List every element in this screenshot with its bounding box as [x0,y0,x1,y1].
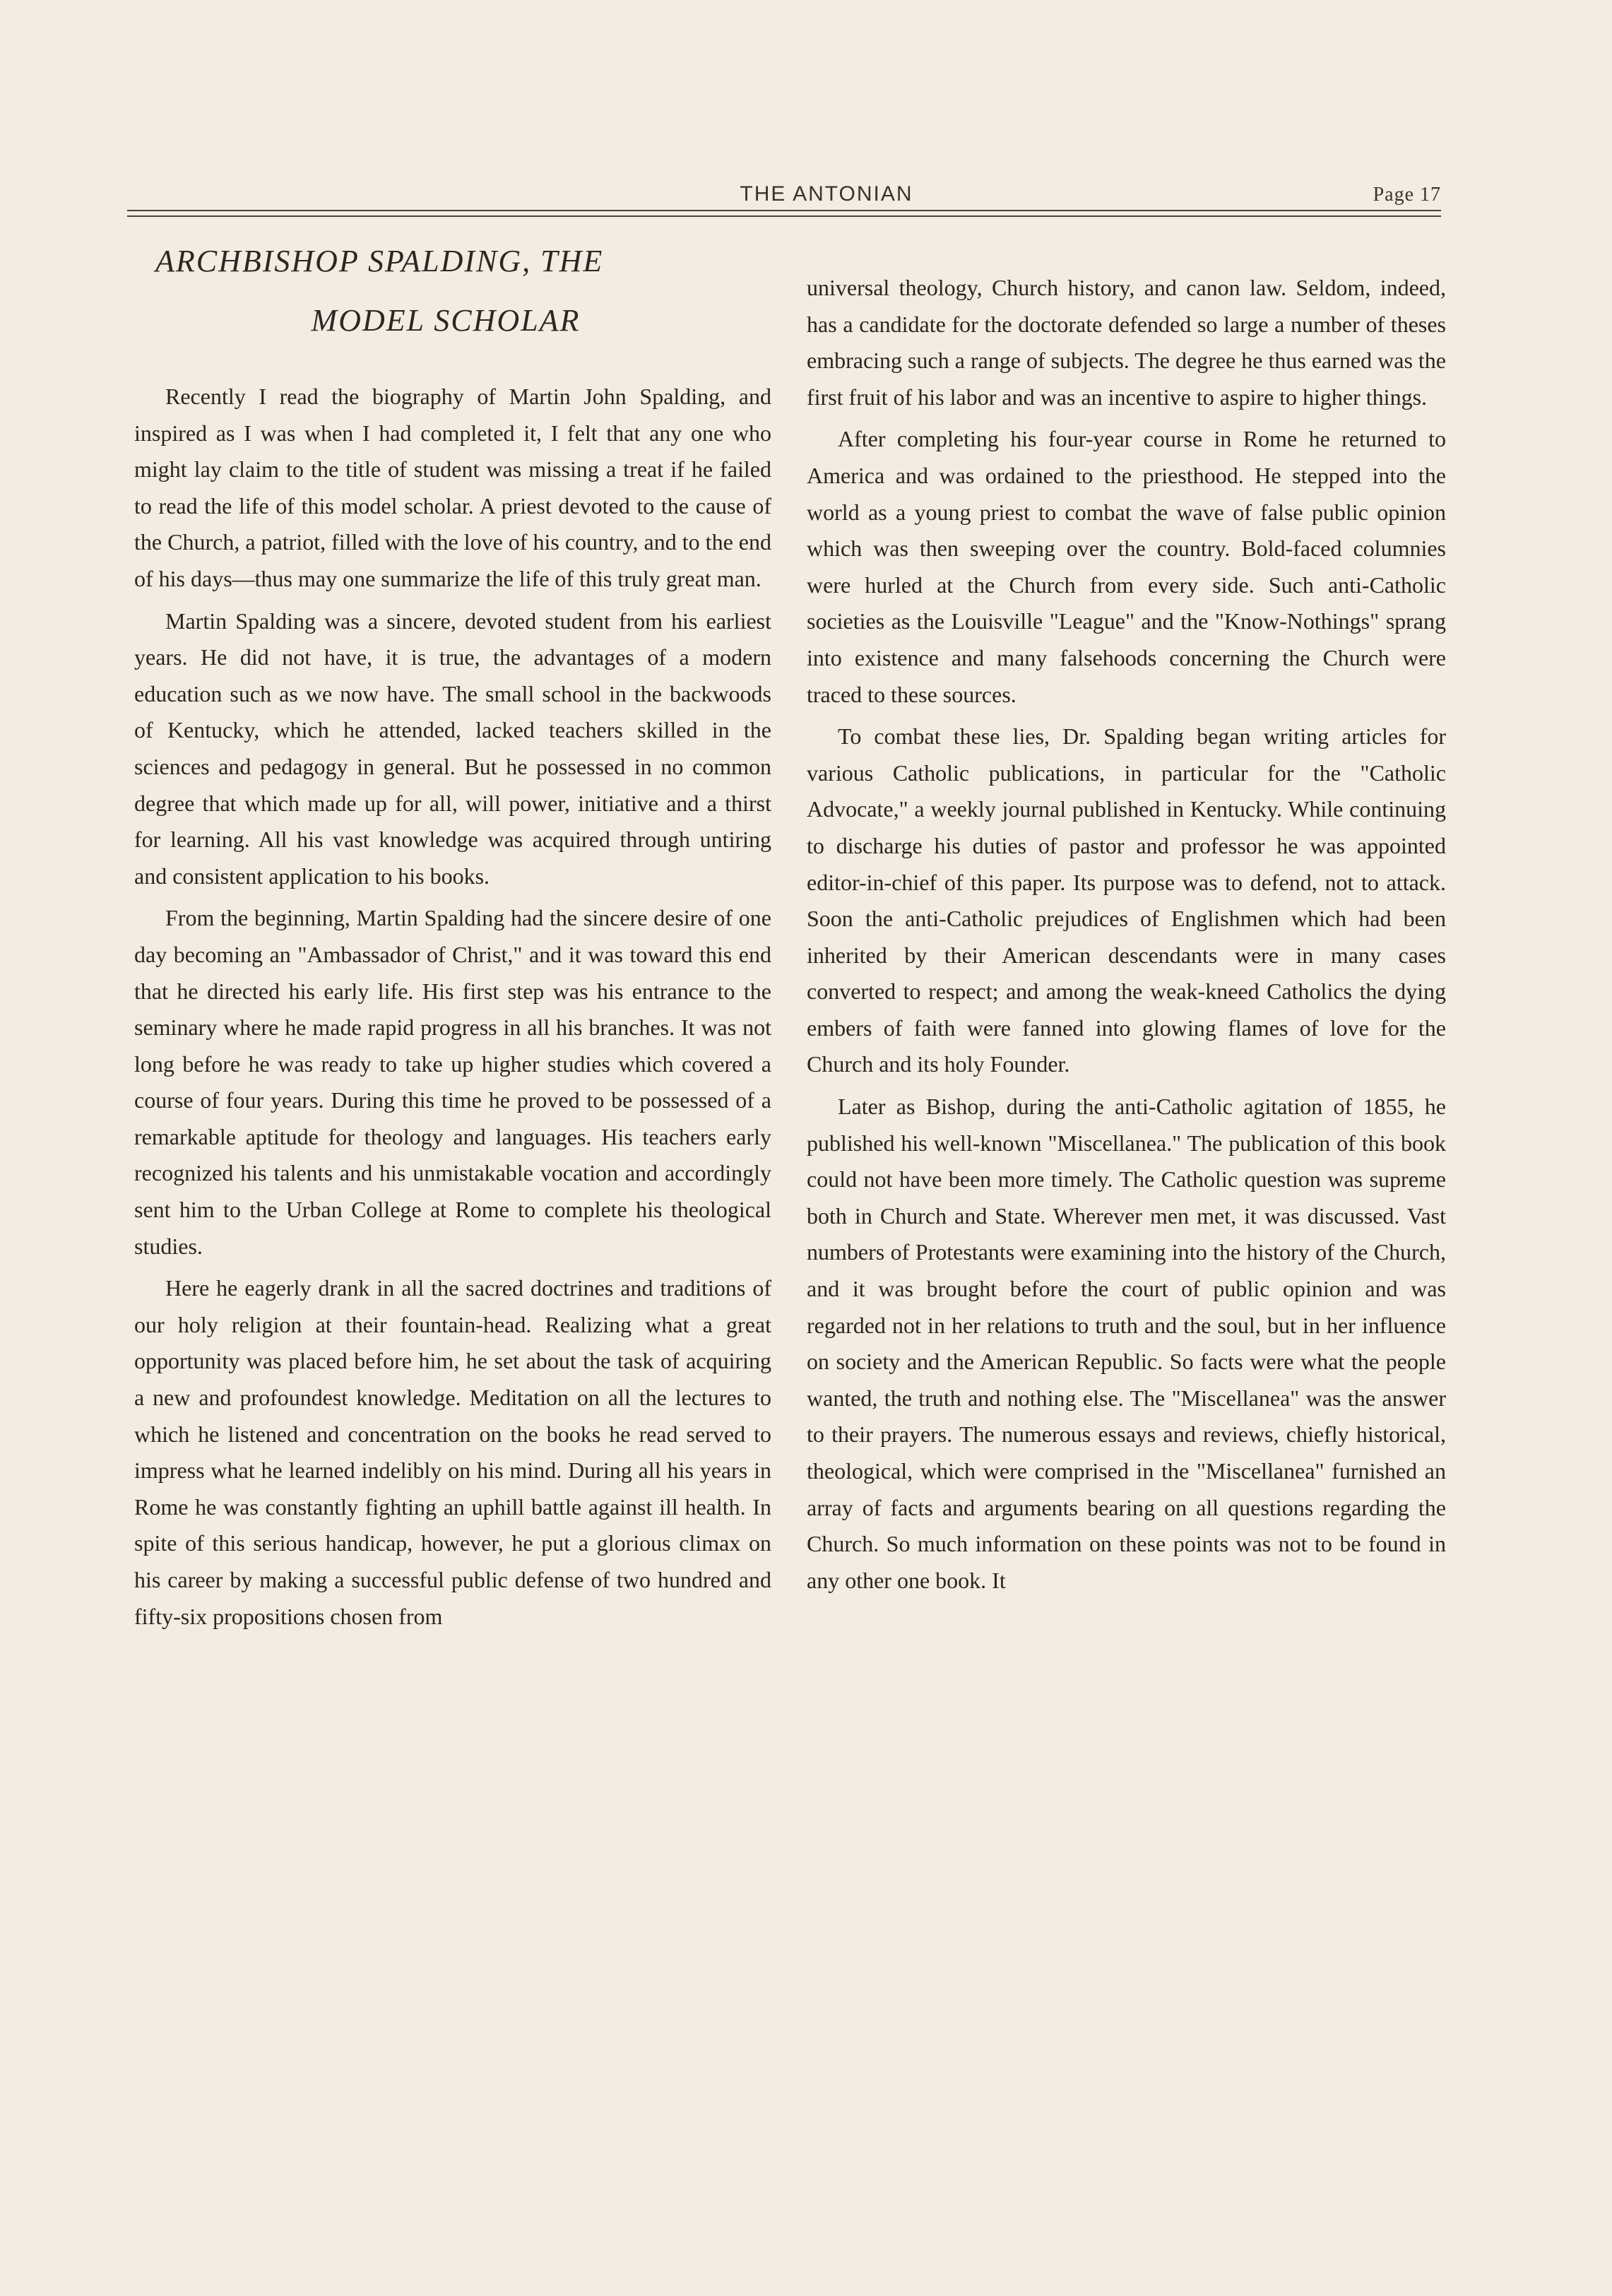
header-rule-bottom [127,215,1441,217]
journal-title: THE ANTONIAN [740,182,913,206]
article-title-line-2: MODEL SCHOLAR [311,303,581,338]
article-title [134,240,771,342]
page-number: Page 17 [1373,184,1441,206]
header-rule-top [127,210,1441,211]
paragraph: From the beginning, Martin Spalding had the sincere desire of one day becoming an "Ambassador of Christ," and it was toward this end that he directed his early life. His first step was his entrance to the seminary where he made rapid progress in all his branches. It was not long before he was ready to take up higher studies which covered a course of four years. During this time he proved to be possessed of a remarkable aptitude for theology and languages. His teachers early recognized his talents and his unmistakable vocation and accordingly sent him to the Urban College at Rome to complete his theological studies. [134,905,771,1259]
paragraph: Later as Bishop, during the anti-Catholic agitation of 1855, he published his well-known "Miscellanea." The publication of this book could not have been more timely. The Catholic question was supreme both in Church and State. Wherever men met, it was discussed. Vast numbers of Protestants were examining into the history of the Church, and it was brought before the court of public opinion and was regarded not in her relations to truth and the soul, but in her influence on society and the American Republic. So facts were what the people wanted, the truth and nothing else. The "Miscellanea" was the answer to their prayers. The numerous essays and reviews, chiefly historical, theological, which were comprised in the "Miscellanea" furnished an array of facts and arguments bearing on all questions regarding the Church. So much information on these points was not to be found in any other one book. It [807,1094,1446,1593]
article-title-line-1: ARCHBISHOP SPALDING, THE [155,244,604,278]
paragraph: Recently I read the biography of Martin John Spalding, and inspired as I was when I had completed it, I felt that any one who might lay claim to the title of student was missing a treat if he failed to read the life of this model scholar. A priest devoted to the cause of the Church, a patriot, filled with the love of his country, and to the end of his days—thus may one summarize the life of this truly great man. [134,384,771,591]
page-header [127,182,1441,211]
paragraph: Here he eagerly drank in all the sacred doctrines and traditions of our holy religion at their fountain-head. Realizing what a great opportunity was placed before him, he set about the task of acquiring a new and profoundest knowledge. Meditation on all the lectures to which he listened and concentration on the books he read served to impress what he learned indelibly on his mind. During all his years in Rome he was constantly fighting an uphill battle against ill health. In spite of this serious handicap, however, he put a glorious climax on his career by making a successful public defense of two hundred and fifty-six propositions chosen from [134,1275,771,1629]
left-column [134,379,771,1640]
paragraph: After completing his four-year course in Rome he returned to America and was ordained to the priesthood. He stepped into the world as a young priest to combat the wave of false public opinion which was then sweeping over the country. Bold-faced columnies were hurled at the Church from every side. Such anti-Catholic societies as the Louisville "League" and the "Know-Nothings" sprang into existence and many falsehoods concerning the Church were traced to these sources. [807,426,1446,707]
paragraph-continuation: universal theology, Church history, and canon law. Seldom, indeed, has a candidate for the doctorate defended so large a number of theses embracing such a range of subjects. The degree he thus earned was the first fruit of his labor and was an incentive to aspire to higher things. [807,275,1446,410]
right-column [807,270,1446,1604]
paragraph: Martin Spalding was a sincere, devoted student from his earliest years. He did not have, it is true, the advantages of a modern education such as we now have. The small school in the backwoods of Kentucky, which he attended, lacked teachers skilled in the sciences and pedagogy in general. But he possessed in no common degree that which made up for all, will power, initiative and a thirst for learning. All his vast knowledge was acquired through untiring and consistent application to his books. [134,608,771,889]
paragraph: To combat these lies, Dr. Spalding began writing articles for various Catholic publications, in particular for the "Catholic Advocate," a weekly journal published in Kentucky. While continuing to discharge his duties of pastor and professor he was appointed editor-in-chief of this paper. Its purpose was to defend, not to attack. Soon the anti-Catholic prejudices of Englishmen which had been inherited by their American descendants were in many cases converted to respect; and among the weak-kneed Catholics the dying embers of faith were fanned into glowing flames of love for the Church and its holy Founder. [807,723,1446,1077]
